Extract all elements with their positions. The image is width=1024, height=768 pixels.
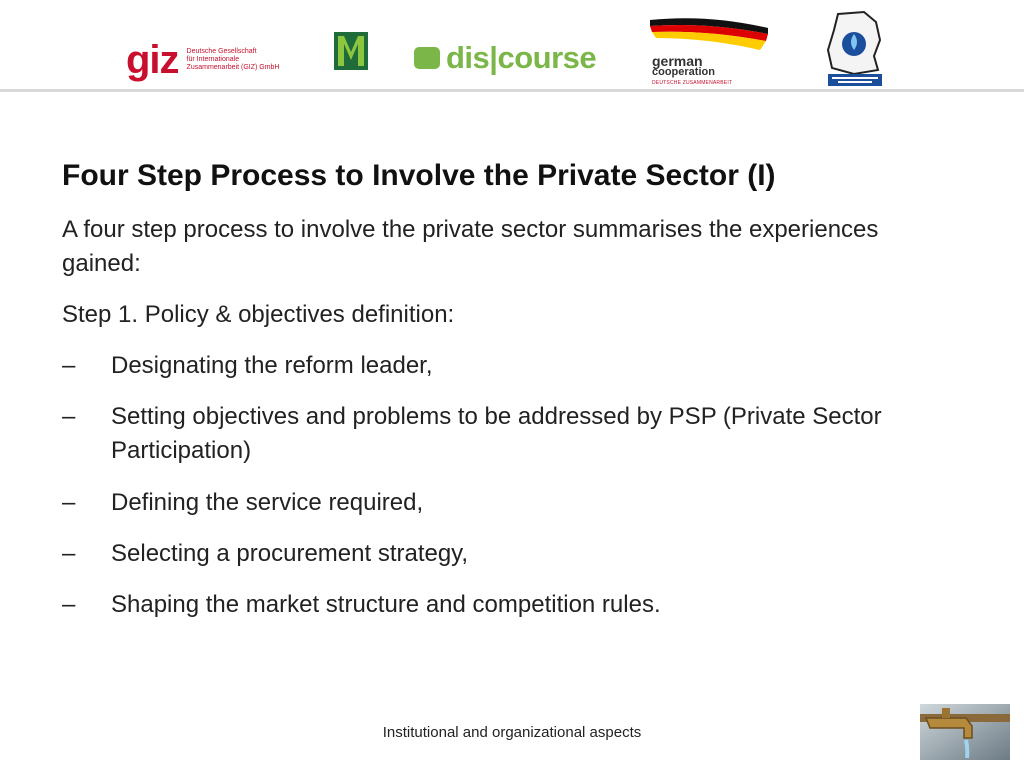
giz-logo-text [187,48,297,72]
m-letter-logo-icon [334,32,368,70]
discourse-logo [414,42,596,74]
giz-logo [126,40,297,80]
german-cooperation-line3: DEUTSCHE ZUSAMMENARBEIT [652,80,733,86]
german-cooperation-line2: cooperation [652,66,715,78]
german-flag-swoosh-icon [648,14,772,54]
footer-text: Institutional and organizational aspects [382,724,642,741]
intro-paragraph: A four step process to involve the private sector summarises the experiences gained: [62,216,879,277]
bullet-text: Setting objectives and problems to be addressed by PSP (Private Sector Participation) [111,403,882,464]
bullet-dash: – [62,591,76,618]
wstf-emblem-icon [824,10,886,88]
giz-text-line: für Internationale [186,56,240,63]
bullet-dash: – [62,489,76,516]
bullet-item [62,400,922,468]
water-tap-photo-icon [920,704,1010,760]
slide-title: Four Step Process to Involve the Private Sector (I) [62,159,776,192]
bullet-item [62,537,922,571]
header-divider [0,89,1024,92]
bullet-text: Defining the service required, [111,489,424,516]
german-cooperation-logo [648,14,772,86]
bullet-dash: – [62,352,76,379]
bullet-item [62,349,922,383]
discourse-text: dis|course [446,40,597,75]
bullet-text: Shaping the market structure and competition rules. [111,591,661,618]
slide-footer [0,724,1024,741]
slide-header [0,0,1024,90]
discourse-square-icon [414,47,440,69]
step-heading: Step 1. Policy & objectives definition: [62,301,455,328]
bullet-dash: – [62,540,76,567]
bullet-item [62,486,922,520]
giz-text-line: Zusammenarbeit (GIZ) GmbH [186,64,280,71]
giz-text-line: Deutsche Gesellschaft [186,48,257,55]
bullet-item [62,588,922,622]
bullet-text: Designating the reform leader, [111,352,433,379]
giz-mark: giz [126,38,179,82]
bullet-dash: – [62,403,76,430]
german-cooperation-line1: german [652,53,703,69]
bullet-text: Selecting a procurement strategy, [111,540,469,567]
